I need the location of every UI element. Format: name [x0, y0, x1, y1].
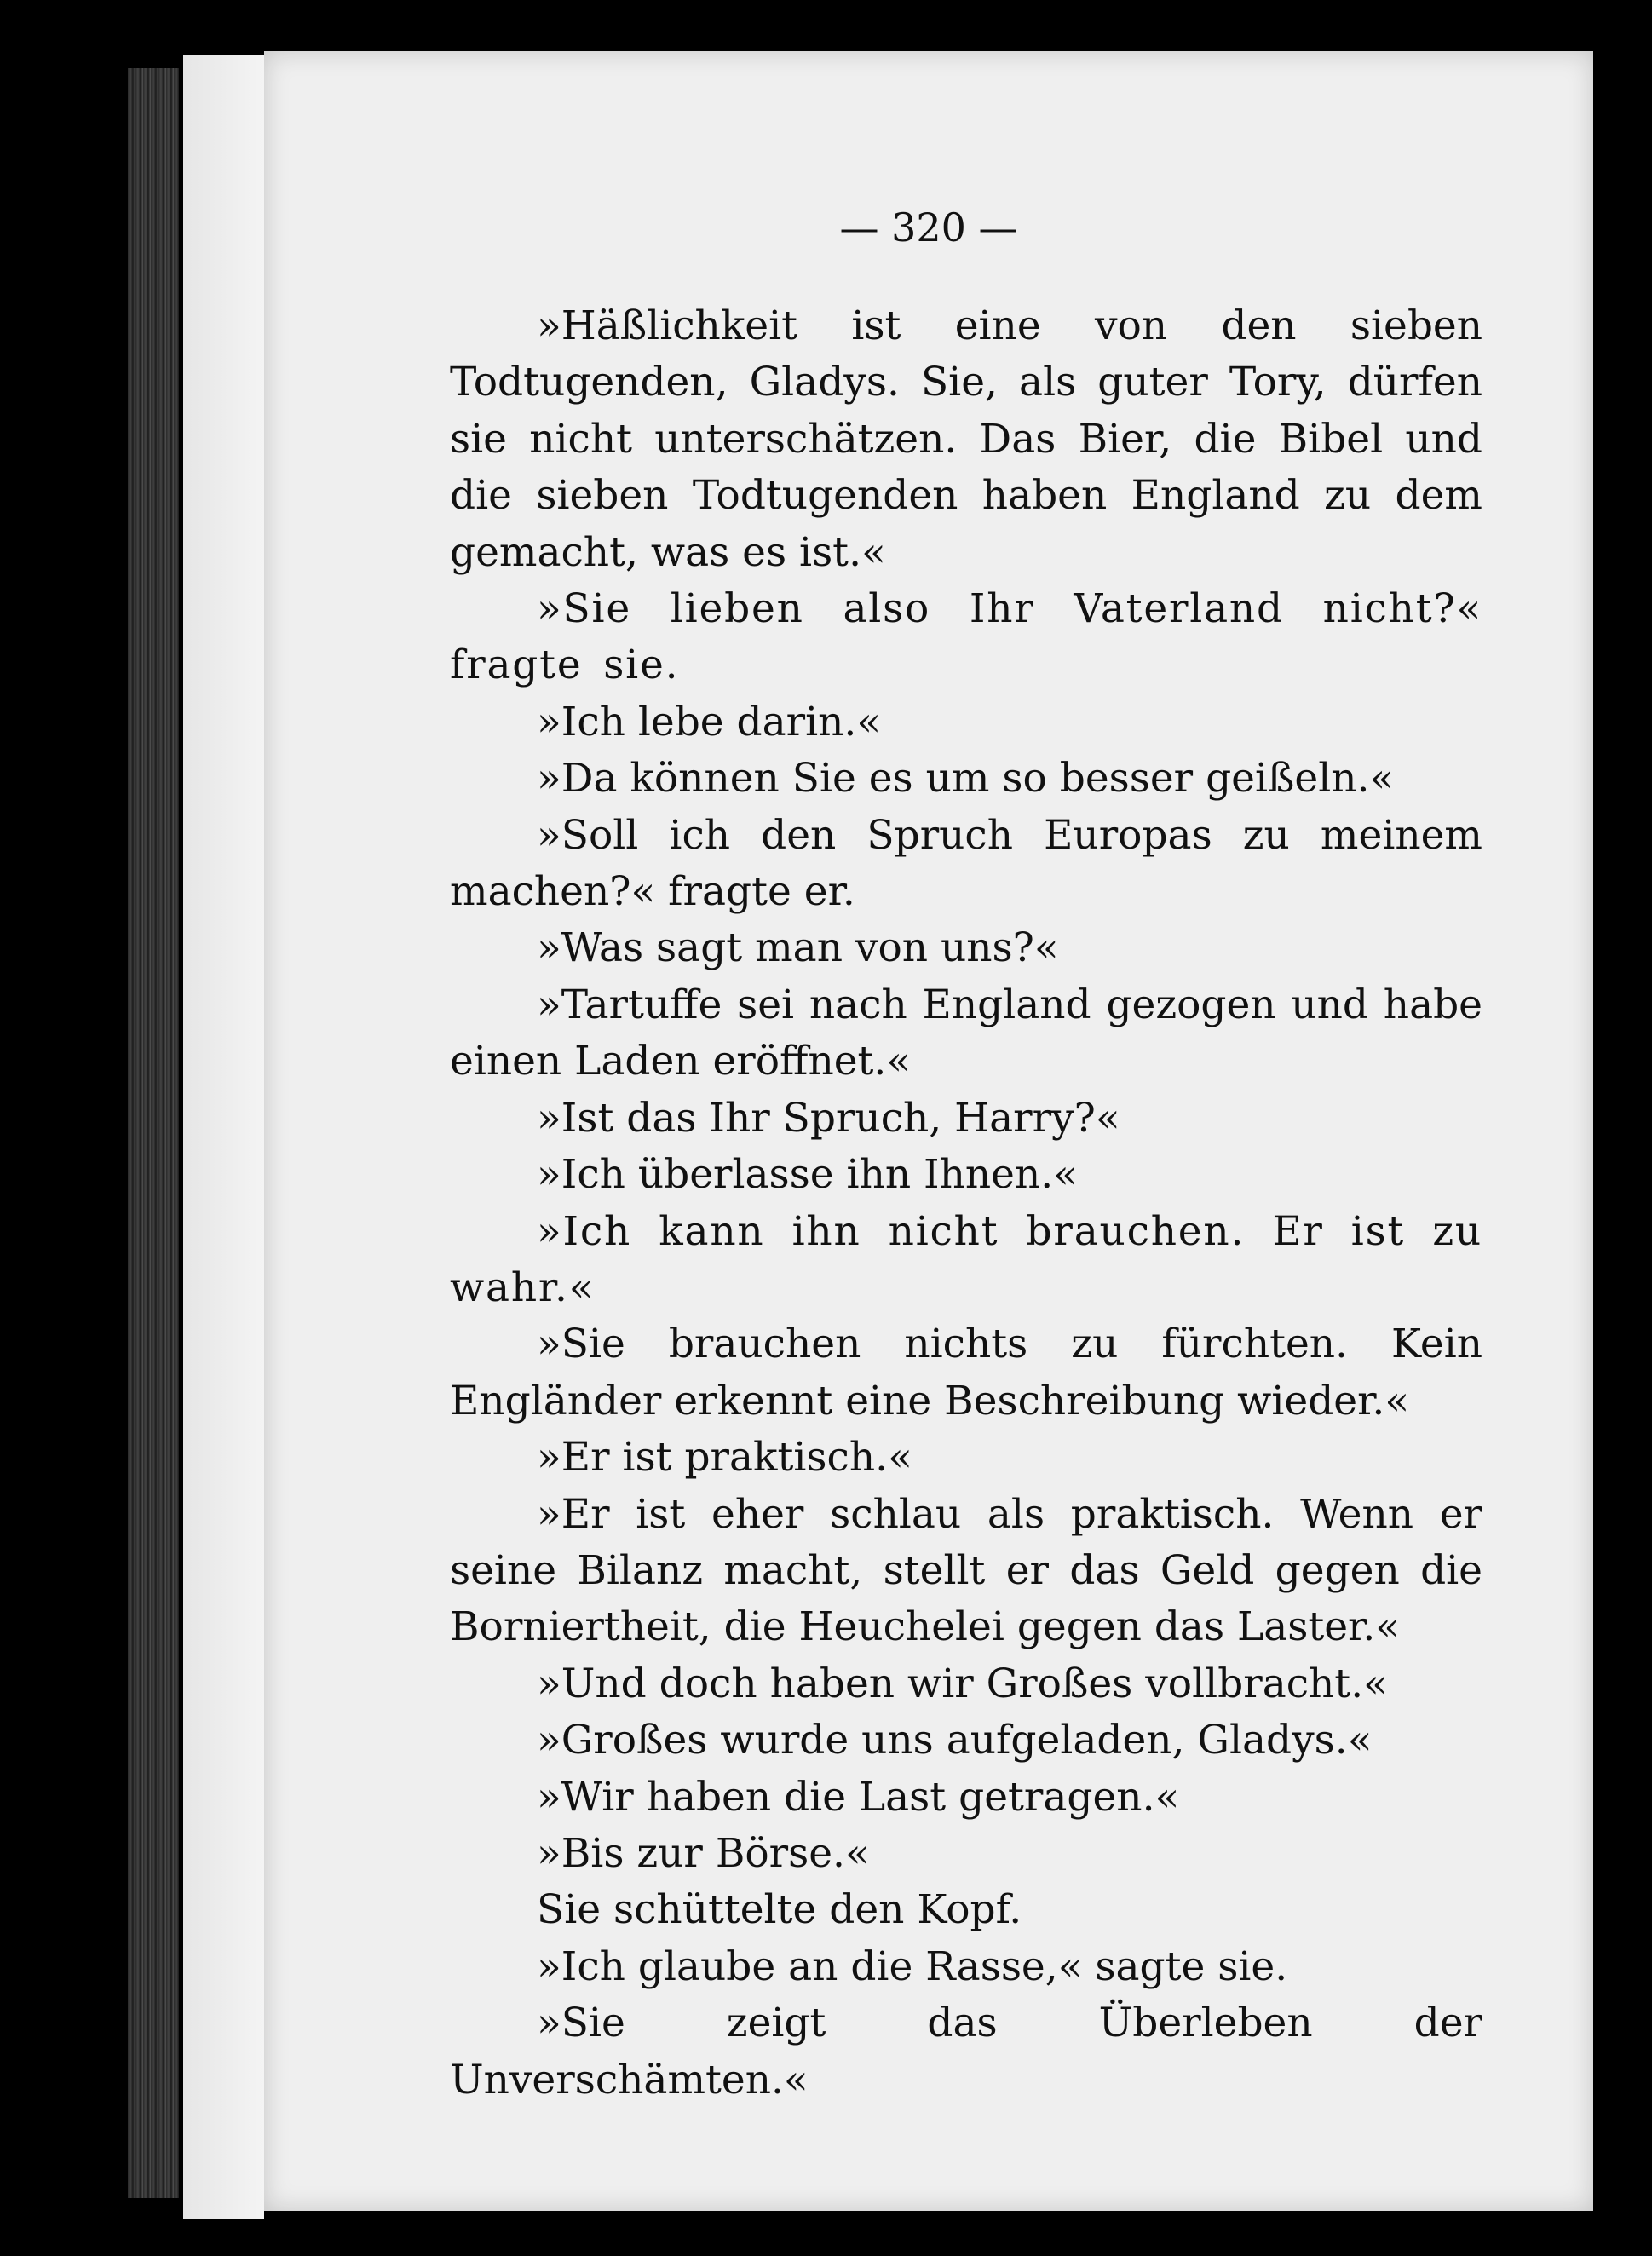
- paragraph: »Häßlichkeit ist eine von den sieben Todtugenden, Gladys. Sie, als guter Tory, dürfen sie nicht unterschätzen. Das Bier, die Bibel und die sieben Todtugenden haben England zu dem gemacht, was es ist.«: [450, 302, 1482, 576]
- paragraph: »Großes wurde uns aufgeladen, Gladys.«: [537, 1717, 1373, 1764]
- paragraph: »Sie lieben also Ihr Vaterland nicht?« fragte sie.: [450, 585, 1482, 689]
- paragraph: »Soll ich den Spruch Europas zu meinem machen?« fragte er.: [450, 811, 1482, 916]
- paragraph: Sie schüttelte den Kopf.: [537, 1886, 1022, 1934]
- page-number: — 320 —: [839, 204, 1018, 250]
- book-page: [264, 51, 1593, 2211]
- paragraph: »Wir haben die Last getragen.«: [537, 1773, 1180, 1821]
- paragraph: »Sie zeigt das Überleben der Unverschämten.«: [450, 2000, 1482, 2103]
- paragraph: »Da können Sie es um so besser geißeln.«: [537, 755, 1395, 803]
- paragraph: »Ich lebe darin.«: [537, 698, 882, 745]
- paragraph: »Tartuffe sei nach England gezogen und habe einen Laden eröffnet.«: [450, 981, 1482, 1085]
- paragraph: »Bis zur Börse.«: [537, 1829, 870, 1877]
- paragraph: »Ich glaube an die Rasse,« sagte sie.: [537, 1942, 1288, 1990]
- paragraph: »Er ist praktisch.«: [537, 1434, 912, 1482]
- paragraph: »Er ist eher schlau als praktisch. Wenn er seine Bilanz macht, stellt er das Geld gegen die Borniertheit, die Heuchelei gegen das Laster.«: [450, 1490, 1482, 1651]
- page-text: [450, 298, 1482, 2109]
- paragraph: »Ich kann ihn nicht brauchen. Er ist zu wahr.«: [450, 1207, 1482, 1311]
- book-edge: [128, 68, 179, 2198]
- paragraph: »Sie brauchen nichts zu fürchten. Kein Engländer erkennt eine Beschreibung wieder.«: [450, 1321, 1482, 1424]
- paragraph: »Ist das Ihr Spruch, Harry?«: [537, 1094, 1120, 1142]
- paragraph: »Was sagt man von uns?«: [537, 924, 1059, 972]
- paragraph: »Und doch haben wir Großes vollbracht.«: [537, 1660, 1388, 1707]
- page-stack-edge: [183, 55, 264, 2219]
- paragraph: »Ich überlasse ihn Ihnen.«: [537, 1151, 1078, 1199]
